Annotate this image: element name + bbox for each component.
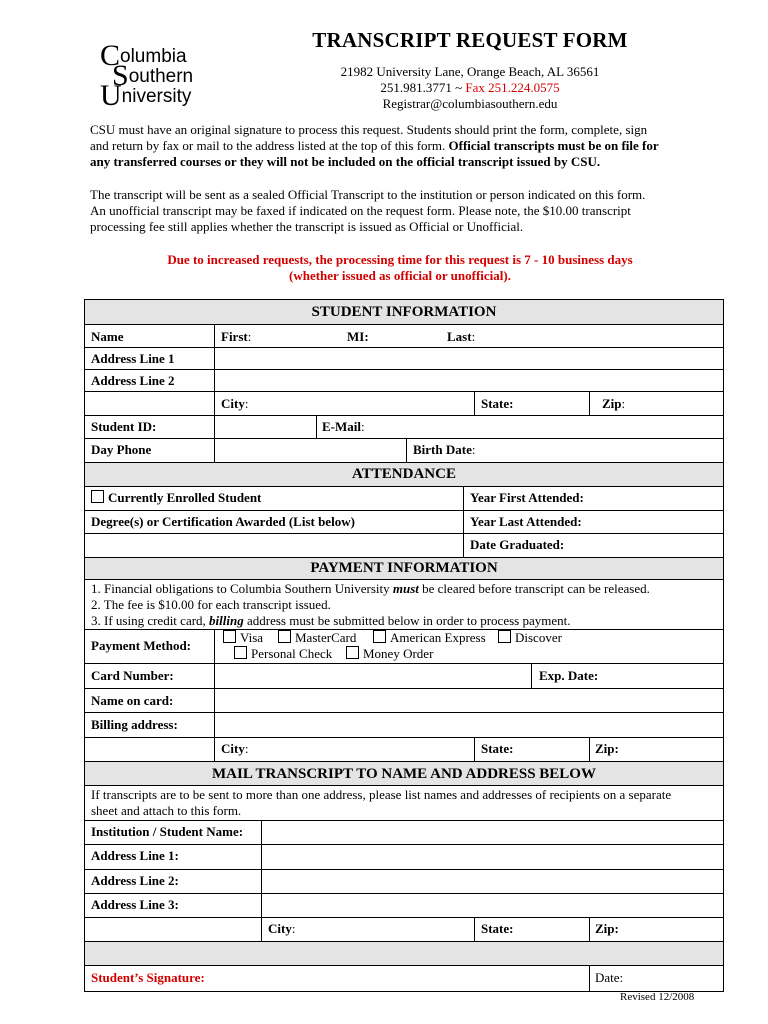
billing-zip-field[interactable]: Zip: bbox=[595, 741, 619, 756]
mail-address-line-2-field[interactable] bbox=[262, 870, 723, 893]
mail-city-field[interactable]: City: bbox=[268, 921, 296, 936]
exp-date-field[interactable]: Exp. Date: bbox=[539, 668, 599, 683]
year-first-attended-field[interactable]: Year First Attended: bbox=[470, 490, 584, 505]
checkbox-square[interactable] bbox=[234, 646, 247, 659]
contact-numbers bbox=[270, 80, 670, 96]
mail-address-line-3-field[interactable] bbox=[262, 894, 723, 917]
institution-name-field[interactable] bbox=[262, 821, 723, 844]
logo-line-2: Southern bbox=[112, 59, 194, 92]
birth-date-field[interactable]: Birth Date: bbox=[413, 442, 476, 457]
mail-state-field[interactable]: State: bbox=[481, 921, 514, 936]
checkbox-square[interactable] bbox=[91, 490, 104, 503]
date-graduated-field[interactable]: Date Graduated: bbox=[470, 537, 565, 552]
zip-field[interactable]: Zip: bbox=[602, 396, 626, 411]
name-label: Name bbox=[91, 329, 124, 344]
money-order-checkbox[interactable]: Money Order bbox=[346, 646, 433, 662]
billing-address-field[interactable] bbox=[215, 713, 723, 737]
revision-date: Revised 12/2008 bbox=[620, 991, 695, 1003]
logo-line-3: University bbox=[100, 79, 192, 112]
billing-state-field[interactable]: State: bbox=[481, 741, 514, 756]
checkbox-square[interactable] bbox=[498, 630, 511, 643]
request-form bbox=[84, 299, 724, 992]
fax-number: Fax 251.224.0575 bbox=[465, 80, 560, 95]
state-field[interactable]: State: bbox=[481, 396, 514, 411]
billing-address-label: Billing address: bbox=[91, 717, 178, 732]
payment-info-heading: PAYMENT INFORMATION bbox=[85, 557, 723, 580]
logo-line-1: Columbia bbox=[100, 39, 187, 72]
degree-list-field[interactable] bbox=[86, 534, 463, 557]
signature-date-field[interactable]: Date: bbox=[595, 970, 624, 985]
checkbox-square[interactable] bbox=[346, 646, 359, 659]
processing-notice: Due to increased requests, the processing time for this request is 7 - 10 business days (whether issued as official or unofficial). bbox=[167, 252, 633, 283]
mailing-address: 21982 University Lane, Orange Beach, AL 36561 bbox=[340, 64, 600, 79]
intro-paragraph-2: The transcript will be sent as a sealed Official Transcript to the institution or person indicated on this form. An unofficial transcript may be faxed if indicated on the request form. Please note, the $10.00 transcript processing fee still applies whether the transcript is issued as Official or Unofficial. bbox=[90, 187, 646, 234]
address-line-1-label: Address Line 1 bbox=[91, 351, 175, 366]
mail-address-line-1-field[interactable] bbox=[262, 845, 723, 869]
day-phone-field[interactable] bbox=[215, 439, 406, 462]
address-line-1-field[interactable] bbox=[215, 348, 723, 369]
card-number-label: Card Number: bbox=[91, 668, 174, 683]
name-on-card-field[interactable] bbox=[215, 689, 723, 712]
payment-method-label: Payment Method: bbox=[91, 638, 192, 653]
payment-note-3: 3. If using credit card, billing address must be submitted below in order to process payment. bbox=[91, 613, 571, 628]
city-field[interactable]: City: bbox=[221, 396, 249, 411]
registrar-email: Registrar@columbiasouthern.edu bbox=[382, 96, 558, 111]
attendance-heading: ATTENDANCE bbox=[85, 462, 723, 487]
card-number-field[interactable] bbox=[215, 664, 531, 688]
phone-number: 251.981.3771 ~ bbox=[380, 80, 466, 95]
institution-name-label: Institution / Student Name: bbox=[91, 824, 244, 839]
personal-check-checkbox[interactable]: Personal Check bbox=[234, 646, 332, 662]
payment-note-1: 1. Financial obligations to Columbia Southern University must be cleared before transcript can be released. bbox=[91, 581, 650, 596]
university-logo bbox=[100, 39, 250, 112]
visa-checkbox[interactable]: Visa bbox=[223, 630, 263, 646]
middle-initial-field[interactable]: MI: bbox=[347, 329, 369, 344]
intro-paragraph-1: CSU must have an original signature to process this request. Students should print the form, complete, sign and return by fax or mail to the address listed at the top of this form. Official transcripts must be on file for any transferred courses or they will not be included on the official transcript issued by CSU. bbox=[90, 122, 659, 169]
checkbox-square[interactable] bbox=[223, 630, 236, 643]
mail-address-line-1-label: Address Line 1: bbox=[91, 848, 179, 863]
mail-address-line-2-label: Address Line 2: bbox=[91, 873, 179, 888]
american-express-checkbox[interactable]: American Express bbox=[373, 630, 486, 646]
name-on-card-label: Name on card: bbox=[91, 693, 174, 708]
mastercard-checkbox[interactable]: MasterCard bbox=[278, 630, 356, 646]
mail-transcript-heading: MAIL TRANSCRIPT TO NAME AND ADDRESS BELOW bbox=[85, 761, 723, 786]
address-line-2-label: Address Line 2 bbox=[91, 373, 175, 388]
mail-zip-field[interactable]: Zip: bbox=[595, 921, 619, 936]
first-name-field[interactable]: First: bbox=[221, 329, 252, 344]
signature-label: Student’s Signature: bbox=[91, 970, 205, 985]
checkbox-square[interactable] bbox=[373, 630, 386, 643]
student-id-field[interactable] bbox=[215, 416, 316, 438]
day-phone-label: Day Phone bbox=[91, 442, 152, 457]
checkbox-square[interactable] bbox=[278, 630, 291, 643]
separator-band bbox=[85, 942, 723, 965]
degree-awarded-label: Degree(s) or Certification Awarded (List below) bbox=[91, 514, 355, 529]
mail-note-line-2: sheet and attach to this form. bbox=[91, 803, 242, 818]
discover-checkbox[interactable]: Discover bbox=[498, 630, 562, 646]
currently-enrolled-checkbox[interactable]: Currently Enrolled Student bbox=[91, 490, 261, 506]
billing-city-field[interactable]: City: bbox=[221, 741, 249, 756]
year-last-attended-field[interactable]: Year Last Attended: bbox=[470, 514, 582, 529]
email-field[interactable]: E-Mail: bbox=[322, 419, 365, 434]
last-name-field[interactable]: Last: bbox=[447, 329, 476, 344]
address-line-2-field[interactable] bbox=[215, 370, 723, 391]
mail-note-line-1: If transcripts are to be sent to more than one address, please list names and addresses of recipients on a separate bbox=[91, 787, 672, 802]
mail-address-line-3-label: Address Line 3: bbox=[91, 897, 179, 912]
form-title: TRANSCRIPT REQUEST FORM bbox=[312, 28, 628, 52]
student-id-label: Student ID: bbox=[91, 419, 157, 434]
student-info-heading: STUDENT INFORMATION bbox=[85, 300, 723, 325]
signature-field[interactable] bbox=[225, 966, 589, 991]
payment-note-2: 2. The fee is $10.00 for each transcript issued. bbox=[91, 597, 331, 612]
